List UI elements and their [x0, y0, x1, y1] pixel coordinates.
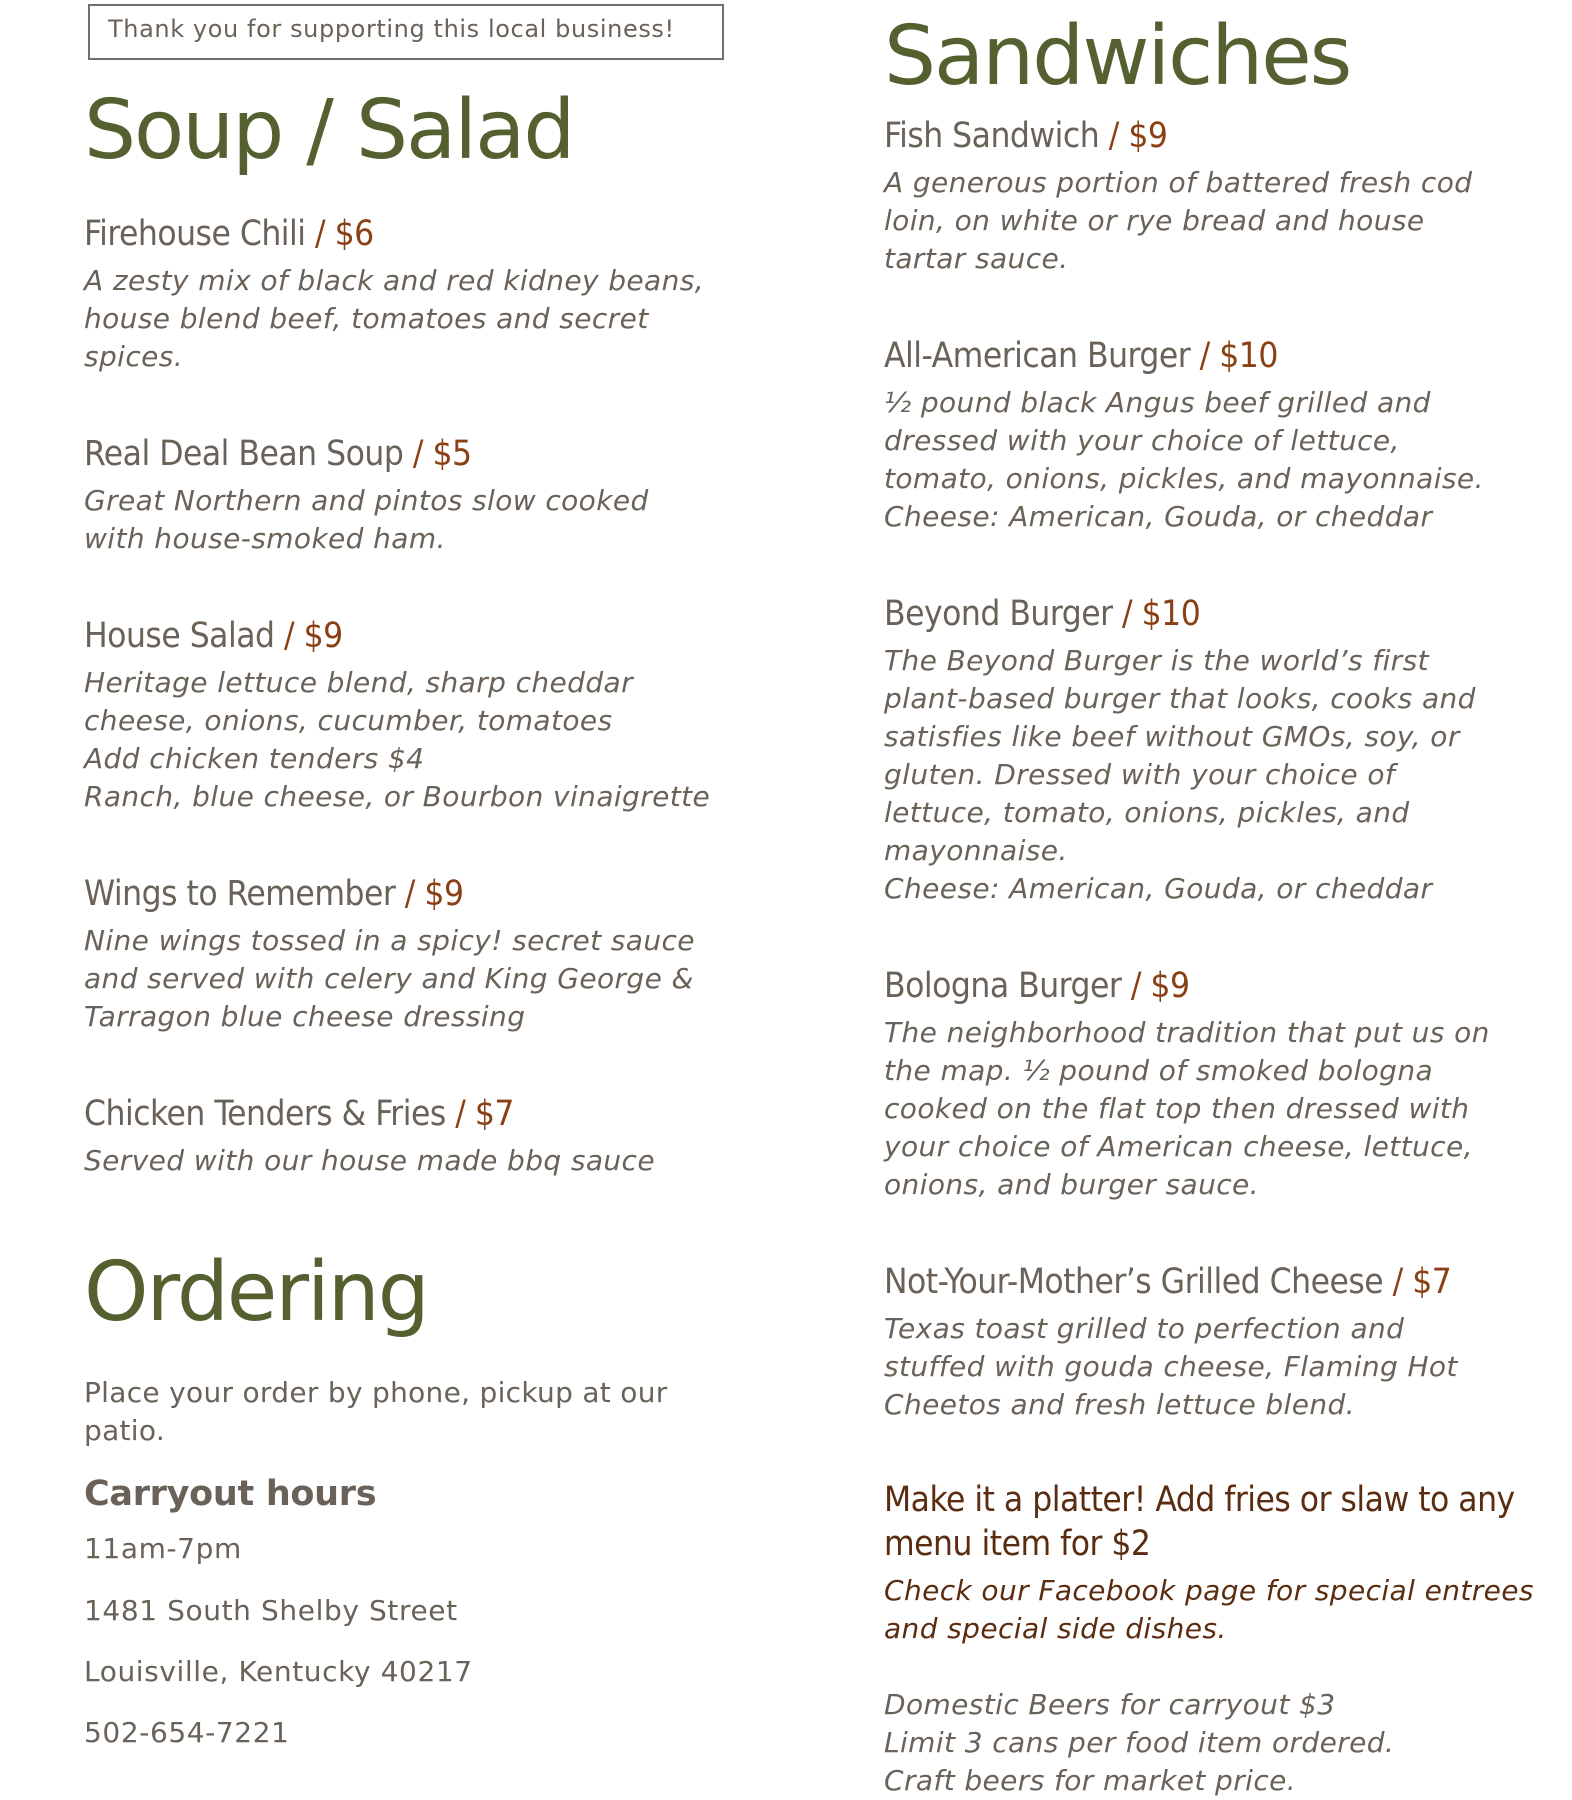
carryout-hours-heading: Carryout hours — [84, 1474, 377, 1514]
item-description: A zesty mix of black and red kidney beans, house blend beef, tomatoes and secret spices. — [84, 264, 705, 373]
item-description: ½ pound black Angus beef grilled and dressed with your choice of lettuce, tomato, onions, pickles, and mayonnaise. Cheese: American, Gouda, or cheddar — [884, 386, 1484, 533]
thank-you-notice: Thank you for supporting this local business! — [88, 4, 724, 60]
item-description: Served with our house made bbq sauce — [84, 1144, 655, 1177]
menu-item-beyond-burger — [884, 592, 1572, 908]
item-price: / $7 — [445, 1094, 514, 1134]
item-price: / $9 — [274, 616, 343, 656]
section-title-sandwiches: Sandwiches — [884, 9, 1351, 104]
phone-number: 502-654-7221 — [84, 1716, 290, 1749]
address-city: Louisville, Kentucky 40217 — [84, 1655, 473, 1688]
menu-item-fish-sandwich — [884, 114, 1572, 278]
item-name: Chicken Tenders & Fries — [84, 1094, 446, 1134]
menu-item-grilled-cheese — [884, 1260, 1572, 1424]
item-price: / $10 — [1112, 594, 1201, 634]
item-price: / $6 — [305, 214, 374, 254]
item-name: Fish Sandwich — [884, 116, 1100, 156]
item-description: The neighborhood tradition that put us on the map. ½ pound of smoked bologna cooked on the flat top then dressed with your choice of American cheese, lettuce, onions, and burger sauce. — [884, 1016, 1490, 1201]
item-name: All-American Burger — [884, 336, 1191, 376]
item-description: A generous portion of battered fresh cod loin, on white or rye bread and house tartar sauce. — [884, 166, 1473, 275]
ordering-instructions: Place your order by phone, pickup at our patio. — [84, 1376, 668, 1447]
facebook-note: Check our Facebook page for special entrees and special side dishes. — [884, 1574, 1534, 1645]
platter-promo: Make it a platter! Add fries or slaw to any menu item for $2 — [884, 1480, 1515, 1564]
item-name: House Salad — [84, 616, 275, 656]
address-street: 1481 South Shelby Street — [84, 1594, 458, 1627]
item-description: Nine wings tossed in a spicy! secret sauce and served with celery and King George & Tarragon blue cheese dressing — [84, 924, 695, 1033]
menu-item-all-american-burger — [884, 334, 1572, 536]
item-price: / $9 — [1099, 116, 1168, 156]
section-title-soup-salad: Soup / Salad — [84, 83, 574, 178]
item-name: Bologna Burger — [884, 966, 1122, 1006]
section-title-ordering: Ordering — [84, 1245, 428, 1340]
item-name: Not-Your-Mother’s Grilled Cheese — [884, 1262, 1384, 1302]
item-description: Texas toast grilled to perfection and stuffed with gouda cheese, Flaming Hot Cheetos and fresh lettuce blend. — [884, 1312, 1458, 1421]
menu-item-chicken-tenders — [84, 1092, 784, 1180]
menu-item-firehouse-chili — [84, 212, 784, 376]
beer-note: Domestic Beers for carryout $3 Limit 3 cans per food item ordered. Craft beers for market price. — [884, 1688, 1395, 1797]
item-price: / $10 — [1190, 336, 1278, 376]
menu-item-wings — [84, 872, 784, 1036]
item-name: Real Deal Bean Soup — [84, 434, 404, 474]
menu-item-bean-soup — [84, 432, 784, 558]
item-name: Firehouse Chili — [84, 214, 306, 254]
item-name: Wings to Remember — [84, 874, 396, 914]
menu-item-house-salad — [84, 614, 784, 816]
item-price: / $5 — [403, 434, 472, 474]
item-description: The Beyond Burger is the world’s first plant-based burger that looks, cooks and satisfies like beef without GMOs, soy, or gluten. Dressed with your choice of lettuce, tomato, onions, pickles, and mayonnaise. Cheese: American, Gouda, or cheddar — [884, 644, 1476, 905]
item-description: Great Northern and pintos slow cooked with house-smoked ham. — [84, 484, 649, 555]
item-price: / $9 — [395, 874, 464, 914]
carryout-hours: 11am-7pm — [84, 1532, 242, 1565]
item-description: Heritage lettuce blend, sharp cheddar cheese, onions, cucumber, tomatoes Add chicken tenders $4 Ranch, blue cheese, or Bourbon vinaigrette — [84, 666, 711, 813]
item-name: Beyond Burger — [884, 594, 1113, 634]
item-price: / $7 — [1383, 1262, 1452, 1302]
menu-item-bologna-burger — [884, 964, 1572, 1204]
item-price: / $9 — [1121, 966, 1190, 1006]
